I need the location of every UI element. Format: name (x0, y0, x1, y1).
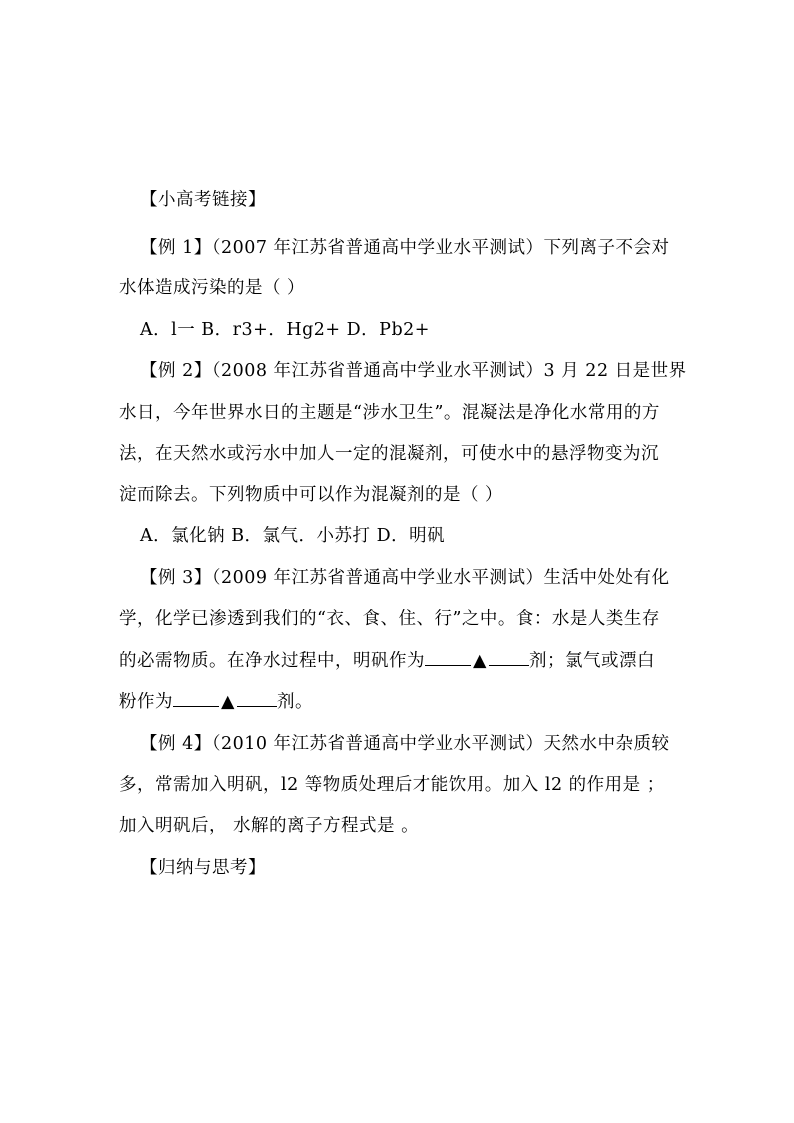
example-3-line-3-text: 的必需物质。在净水过程中，明矾作为 (119, 651, 425, 671)
answer-blank[interactable] (489, 647, 529, 666)
answer-blank[interactable] (173, 688, 219, 707)
example-3-line-4 (119, 688, 313, 713)
section-heading-summary: 【归纳与思考】 (140, 858, 266, 878)
example-1-line-2: 水体造成污染的是（ ） (119, 278, 306, 298)
example-1-line-1: 【例 1】（2007 年江苏省普通高中学业水平测试）下列离子不会对 (140, 238, 670, 258)
example-3-line-4-suffix: 剂。 (276, 692, 313, 712)
example-1-options: A．l一 B．r3+．Hg2+ D．Pb2+ (140, 320, 430, 340)
example-3-line-1: 【例 3】（2009 年江苏省普通高中学业水平测试）生活中处处有化 (140, 568, 670, 588)
triangle-marker: ▲ (221, 692, 235, 712)
triangle-marker: ▲ (473, 651, 487, 671)
example-3-line-4-text: 粉作为 (119, 692, 173, 712)
example-3-line-3-suffix: 剂；氯气或漂白 (528, 651, 655, 671)
example-2-options: A．氯化钠 B．氯气．小苏打 D．明矾 (140, 526, 446, 546)
example-2-line-2: 水日，今年世界水日的主题是“涉水卫生”。混凝法是净化水常用的方 (119, 403, 660, 423)
example-4-line-1: 【例 4】（2010 年江苏省普通高中学业水平测试）天然水中杂质较 (140, 734, 670, 754)
example-4-line-3: 加入明矾后， 水解的离子方程式是 。 (119, 816, 420, 836)
example-2-line-1: 【例 2】（2008 年江苏省普通高中学业水平测试）3 月 22 日是世界 (140, 361, 687, 381)
example-2-line-3: 法，在天然水或污水中加人一定的混凝剂，可使水中的悬浮物变为沉 (119, 444, 659, 464)
answer-blank[interactable] (237, 688, 277, 707)
example-4-line-2: 多，常需加入明矾，l2 等物质处理后才能饮用。加入 l2 的作用是 ； (119, 775, 665, 795)
section-heading-link: 【小高考链接】 (140, 190, 266, 210)
answer-blank[interactable] (425, 647, 471, 666)
example-3-line-2: 学，化学已渗透到我们的“衣、食、住、行”之中。食：水是人类生存 (119, 609, 660, 629)
example-2-line-4: 淀而除去。下列物质中可以作为混凝剂的是（ ） (119, 485, 504, 505)
example-3-line-3 (119, 647, 655, 672)
